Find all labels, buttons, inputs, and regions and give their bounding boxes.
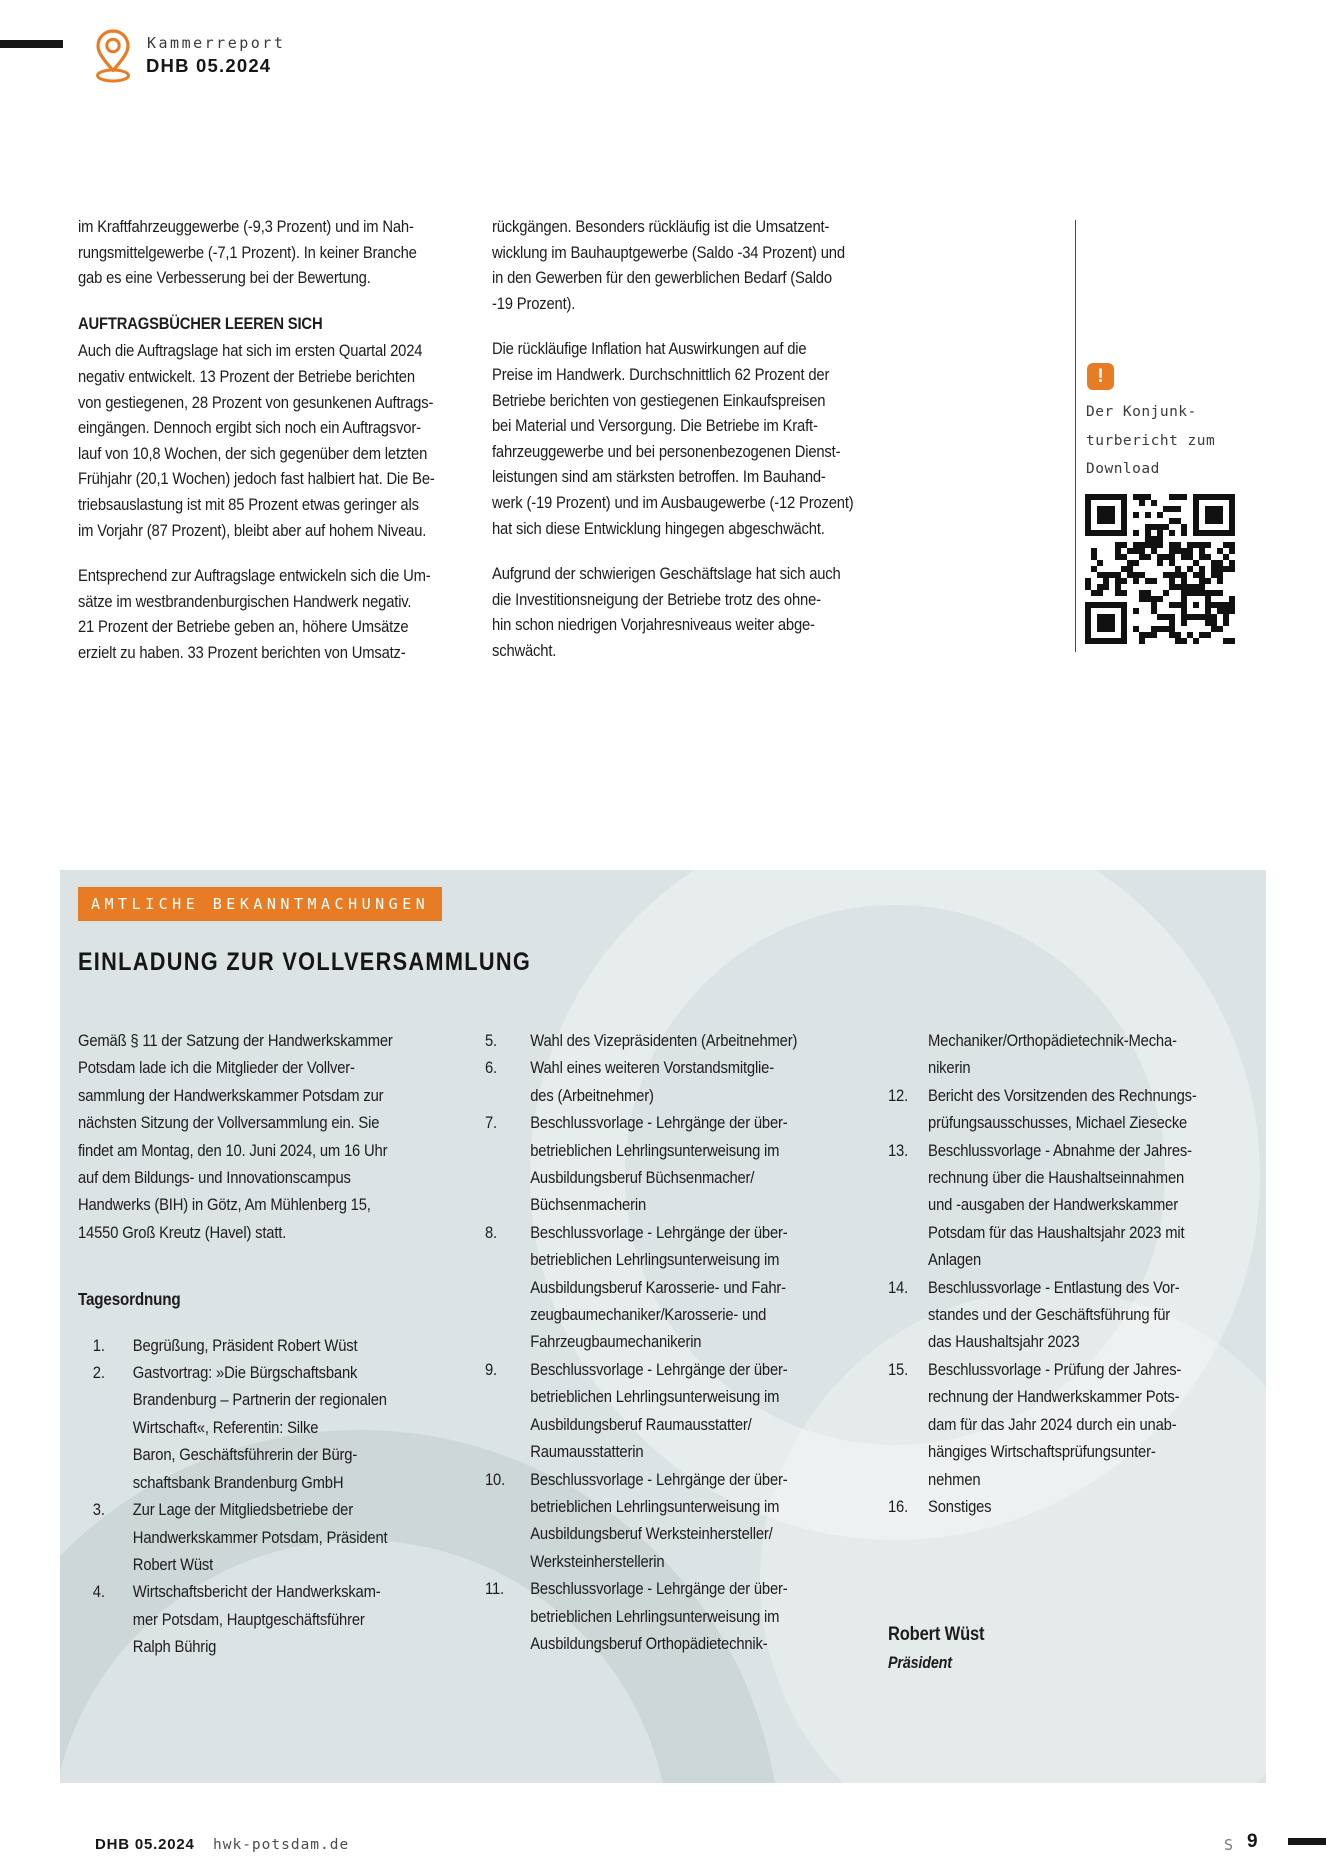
agenda-item-12 xyxy=(888,1082,1264,1137)
agenda-item-number: 16. xyxy=(888,1496,909,1516)
agenda-item-text: Gastvortrag: »Die Bürgschaftsbank Brandenburg – Partnerin der regionalen Wirtschaft«, Referentin: Silke Baron, Geschäftsführerin der Bürg- schaftsbank Brandenburg GmbH xyxy=(132,1363,387,1492)
footer-accent-bar xyxy=(1288,1838,1326,1845)
agenda-item-text: Beschlussvorlage - Lehrgänge der über- betrieblichen Lehrlingsunterweisung im Ausbildungsberuf Raumausstatter/ Raumausstatterin xyxy=(530,1359,788,1462)
agenda-item-11-continuation: Mechaniker/Orthopädietechnik-Mecha- nikerin xyxy=(928,1031,1177,1078)
agenda-item-text: Wahl eines weiteren Vorstandsmitglie- des (Arbeitnehmer) xyxy=(530,1058,774,1105)
agenda-item-number: 13. xyxy=(888,1140,909,1160)
article-column-2 xyxy=(492,214,892,664)
agenda-item-text: Wahl des Vizepräsidenten (Arbeitnehmer) xyxy=(530,1031,798,1050)
article-paragraph: im Kraftfahrzeuggewerbe (-9,3 Prozent) und im Nah- rungsmittelgewerbe (-7,1 Prozent). In keiner Branche gab es eine Verbesserung bei der Bewertung. xyxy=(78,217,417,288)
agenda-heading: Tagesordnung xyxy=(78,1289,181,1310)
agenda-item-7 xyxy=(485,1109,872,1219)
agenda-item-number: 8. xyxy=(485,1222,497,1242)
header-accent-bar xyxy=(0,40,63,48)
qr-code xyxy=(1085,494,1235,644)
magazine-issue: DHB 05.2024 xyxy=(146,55,272,76)
agenda-item-number: 5. xyxy=(485,1031,497,1050)
magazine-brand: Kammerreport xyxy=(147,34,286,52)
announcement-column-1 xyxy=(78,1027,465,1661)
agenda-item-number: 1. xyxy=(92,1335,105,1355)
agenda-item-2 xyxy=(78,1359,465,1496)
article-paragraph: Die rückläufige Inflation hat Auswirkungen auf die Preise im Handwerk. Durchschnittlich 62 Prozent der Betriebe berichten von gestiegenen Einkaufspreisen bei Material und Versorgung. Die Betriebe im Kraft- fahrzeuggewerbe und bei personenbezogenen Dienst- leistungen sind am stärksten betroffen. Im Bauhand- werk (-19 Prozent) und im Ausbaugewerbe (-12 Prozent) hat sich diese Entwicklung hingegen abgeschwächt. xyxy=(492,339,854,538)
announcements-panel xyxy=(60,870,1266,1783)
exclamation-icon: ! xyxy=(1087,363,1114,390)
agenda-item-text: Begrüßung, Präsident Robert Wüst xyxy=(132,1335,358,1355)
agenda-item-number: 10. xyxy=(485,1469,506,1489)
article-paragraph: Auch die Auftragslage hat sich im ersten Quartal 2024 negativ entwickelt. 13 Prozent der Betriebe berichten von gestiegenen, 28 Prozent von gesunkenen Auftrags- eingängen. Dennoch ergibt sich noch ein Auftragsvor- lauf von 10,8 Wochen, der sich gegenüber dem letzten Frühjahr (20,1 Wochen) jedoch fast halbiert hat. Die Be- triebsauslastung ist mit 85 Prozent etwas geringer als im Vorjahr (87 Prozent), bleibt aber auf hohem Niveau. xyxy=(78,341,435,540)
agenda-item-10 xyxy=(485,1466,872,1576)
signature-role: Präsident xyxy=(888,1654,952,1673)
agenda-item-text: Beschlussvorlage - Prüfung der Jahres- rechnung der Handwerkskammer Pots- dam für das Jahr 2024 durch ein unab- hängiges Wirtschaftsprüfungsunter- nehmen xyxy=(928,1359,1182,1489)
announcement-column-2 xyxy=(485,1027,872,1657)
agenda-item-number: 3. xyxy=(92,1500,105,1520)
agenda-item-9 xyxy=(485,1356,872,1466)
agenda-item-16 xyxy=(888,1493,1264,1520)
agenda-item-text: Sonstiges xyxy=(928,1496,992,1516)
agenda-item-number: 15. xyxy=(888,1359,909,1379)
footer-website: hwk-potsdam.de xyxy=(213,1837,350,1853)
agenda-item-text: Beschlussvorlage - Entlastung des Vor- standes und der Geschäftsführung für das Haushaltsjahr 2023 xyxy=(928,1277,1180,1352)
agenda-item-number: 4. xyxy=(92,1582,105,1602)
section-title: EINLADUNG ZUR VOLLVERSAMMLUNG xyxy=(78,948,532,976)
agenda-item-14 xyxy=(888,1274,1264,1356)
section-label: AMTLICHE BEKANNTMACHUNGEN xyxy=(78,887,442,921)
agenda-item-number: 12. xyxy=(888,1085,909,1105)
announcement-column-3 xyxy=(888,1027,1264,1676)
agenda-item-15 xyxy=(888,1356,1264,1493)
agenda-item-13 xyxy=(888,1137,1264,1274)
sidebar-divider xyxy=(1075,220,1076,652)
article-paragraph: Aufgrund der schwierigen Geschäftslage hat sich auch die Investitionsneigung der Betriebe trotz des ohne- hin schon niedrigen Vorjahresniveaus weiter abge- schwächt. xyxy=(492,564,841,660)
agenda-item-8 xyxy=(485,1219,872,1356)
footer-page-prefix: S xyxy=(1224,1836,1234,1854)
agenda-item-number: 2. xyxy=(92,1363,105,1383)
agenda-item-text: Bericht des Vorsitzenden des Rechnungs- prüfungsausschusses, Michael Ziesecke xyxy=(928,1085,1197,1133)
signature-name: Robert Wüst xyxy=(888,1624,985,1646)
agenda-item-11 xyxy=(485,1575,872,1657)
agenda-item-number: 7. xyxy=(485,1113,497,1133)
agenda-item-text: Zur Lage der Mitgliedsbetriebe der Handwerkskammer Potsdam, Präsident Robert Wüst xyxy=(132,1500,388,1574)
agenda-item-text: Beschlussvorlage - Lehrgänge der über- betrieblichen Lehrlingsunterweisung im Ausbildungsberuf Orthopädietechnik- xyxy=(530,1579,788,1653)
article-paragraph: rückgängen. Besonders rückläufig ist die Umsatzent- wicklung im Bauhauptgewerbe (Saldo -34 Prozent) und in den Gewerben für den gewerblichen Bedarf (Saldo -19 Prozent). xyxy=(492,217,845,313)
agenda-item-number: 6. xyxy=(485,1058,497,1078)
agenda-item-number: 9. xyxy=(485,1359,497,1379)
footer-issue: DHB 05.2024 xyxy=(95,1836,195,1853)
agenda-item-4 xyxy=(78,1578,465,1660)
agenda-item-text: Beschlussvorlage - Lehrgänge der über- betrieblichen Lehrlingsunterweisung im Ausbildungsberuf Karosserie- und Fahr- zeugbaumechaniker/Karosserie- und Fahrzeugbaumechanikerin xyxy=(530,1222,788,1352)
agenda-item-number: 11. xyxy=(485,1579,504,1599)
agenda-item-number: 14. xyxy=(888,1277,909,1297)
agenda-item-text: Beschlussvorlage - Abnahme der Jahres- rechnung über die Haushaltseinnahmen und -ausgaben der Handwerkskammer Potsdam für das Haushaltsjahr 2023 mit Anlagen xyxy=(928,1140,1192,1270)
agenda-item-6 xyxy=(485,1054,872,1109)
article-paragraph: Entsprechend zur Auftragslage entwickeln sich die Um- sätze im westbrandenburgischen Handwerk negativ. 21 Prozent der Betriebe geben an, höhere Umsätze erzielt zu haben. 33 Prozent berichten von Umsatz- xyxy=(78,566,431,662)
agenda-item-text: Wirtschaftsbericht der Handwerkskam- mer Potsdam, Hauptgeschäftsführer Ralph Bührig xyxy=(132,1582,381,1657)
agenda-item-text: Beschlussvorlage - Lehrgänge der über- betrieblichen Lehrlingsunterweisung im Ausbildungsberuf Büchsenmacher/ Büchsenmacherin xyxy=(530,1113,788,1215)
agenda-item-1 xyxy=(78,1332,465,1359)
agenda-item-5 xyxy=(485,1027,872,1054)
invitation-intro: Gemäß § 11 der Satzung der Handwerkskammer Potsdam lade ich die Mitglieder der Vollver- sammlung der Handwerkskammer Potsdam zur nächsten Sitzung der Vollversammlung ein. Sie findet am Montag, den 10. Juni 2024, um 16 Uhr auf dem Bildungs- und Innovationscampus Handwerks (BIH) in Götz, Am Mühlenberg 15, 14550 Groß Kreutz (Havel) statt. xyxy=(78,1031,393,1242)
location-pin-icon xyxy=(93,27,133,83)
agenda-item-text: Beschlussvorlage - Lehrgänge der über- betrieblichen Lehrlingsunterweisung im Ausbildungsberuf Werksteinhersteller/ Werksteinherstellerin xyxy=(530,1469,788,1571)
download-note: Der Konjunk- turbericht zum Download xyxy=(1086,404,1216,477)
article-column-1 xyxy=(78,214,478,666)
footer-page-number: 9 xyxy=(1247,1831,1258,1852)
agenda-item-3 xyxy=(78,1496,465,1578)
article-subheading: AUFTRAGSBÜCHER LEEREN SICH xyxy=(78,313,323,333)
